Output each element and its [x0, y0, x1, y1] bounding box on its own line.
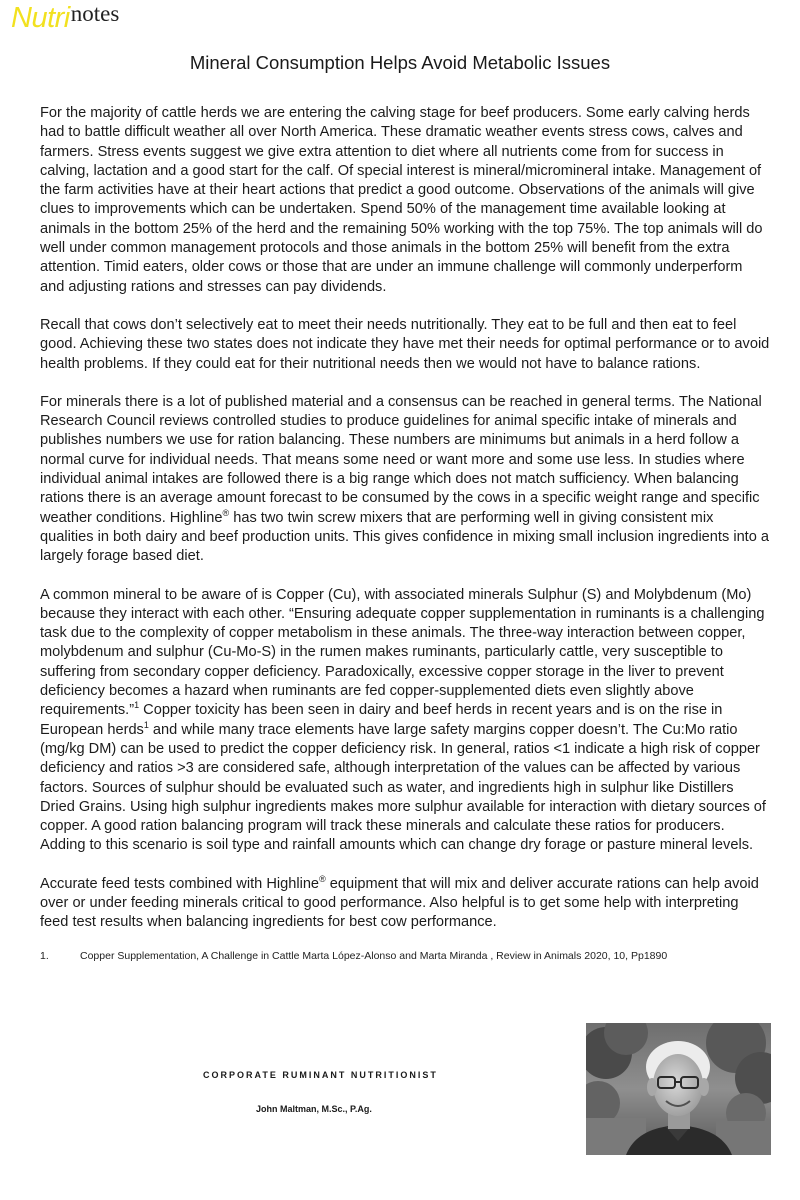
registered-mark: ® [319, 873, 326, 884]
footnote-ref: 1 [134, 700, 140, 711]
author-photo [586, 1023, 771, 1155]
footnote [40, 950, 667, 962]
logo-nutri-text: Nutri [11, 2, 70, 34]
logo-notes-text: notes [70, 1, 120, 26]
paragraph-4-part-a: A common mineral to be aware of is Copper (Cu), with associated minerals Sulphur (S) and Molybdenum (Mo) because they interact with each other. “Ensuring adequate copper supplementation in ruminants is a challenging task due to the complexity of copper metabolism in these animals. The three-way interaction between copper, molybdenum and sulphur (Cu-Mo-S) in the rumen makes ruminants, particularly cattle, very susceptible to suffering from secondary copper deficiency. Paradoxically, excessive copper storage in the liver to prevent deficiency becomes a hazard when ruminants are fed copper-supplemented diets even slightly above requirements.” [40, 586, 765, 719]
footnote-number: 1. [40, 950, 49, 962]
registered-mark: ® [222, 507, 230, 518]
paragraph-5 [40, 875, 770, 933]
author-name: John Maltman, M.Sc., P.Ag. [256, 1104, 372, 1114]
paragraph-3 [40, 393, 770, 567]
nutrinotes-logo [11, 1, 120, 34]
paragraph-4-part-b: Copper toxicity has been seen in dairy and beef herds in recent years and is on the rise in European herds [40, 702, 723, 738]
paragraph-4-part-c: and while many trace elements have large safety margins copper doesn’t. The Cu:Mo ratio (mg/kg DM) can be used to predict the copper deficiency risk. In general, ratios <1 indicate a high risk of copper deficiency and ratios >3 are considered safe, although interpretation of the values can be affected by various factors. Sources of sulphur should be evaluated such as water, and ingredients high in sulphur like Distillers Dried Grains. Using high sulphur ingredients makes more sulphur available for interaction with dietary sources of copper. A good ration balancing program will track these minerals and calculate these ratios for producers. Adding to this scenario is soil type and rainfall amounts which can change dry forage or pasture mineral levels. [40, 721, 766, 854]
footnote-text: Copper Supplementation, A Challenge in Cattle Marta López-Alonso and Marta Miranda , Review in Animals 2020, 10, Pp1890 [80, 950, 668, 962]
paragraph-3-part-b: has two twin screw mixers that are performing well in giving consistent mix qualities in both dairy and beef production units. This gives confidence in mixing small inclusion ingredients into a largely forage based diet. [40, 509, 770, 565]
paragraph-4 [40, 586, 770, 856]
footnote-ref: 1 [143, 719, 149, 730]
paragraph-2: Recall that cows don’t selectively eat to meet their needs nutritionally. They eat to be full and then eat to feel good. Achieving these two states does not indicate they have met their needs for optimal performance or to avoid health problems. If they could eat for their nutritional needs then we would not have to balance rations. [40, 316, 770, 372]
paragraph-5-part-b: equipment that will mix and deliver accurate rations can help avoid over or under feeding minerals critical to good performance. Also helpful is to get some help with interpreting feed test results when balancing ingredients for best cow performance. [40, 875, 759, 931]
article-title: Mineral Consumption Helps Avoid Metabolic Issues [189, 52, 611, 73]
paragraph-3-part-a: For minerals there is a lot of published material and a consensus can be reached in general terms. The National Research Council reviews controlled studies to produce guidelines for animal specific intake of minerals and publishes numbers we use for ration balancing. These numbers are minimums but animals in a herd follow a normal curve for individual needs. That means some need or want more and some use less. In studies where individual animal intakes are followed there is a big range which does not match sufficiency. When balancing rations there is an average amount forecast to be consumed by the cows in a specific weight range and specific weather conditions. Highline [40, 393, 762, 526]
article-body [40, 104, 770, 952]
paragraph-5-part-a: Accurate feed tests combined with Highline [40, 875, 320, 892]
paragraph-1: For the majority of cattle herds we are entering the calving stage for beef producers. Some early calving herds had to battle difficult weather all over North America. These dramatic weather events stress cows, calves and farmers. Stress events suggest we give extra attention to diet where all nutrients come from for success in calving, lactation and a good start for the calf. Of special interest is mineral/micromineral intake. Management of the farm activities have at their heart actions that predict a good outcome. Observations of the animals will give clues to improvements which can be undertaken. Spend 50% of the management time available looking at animals in the bottom 25% of the herd and the remaining 50% working with the top 75%. The top animals will do well under common management protocols and those animals in the bottom 25% will benefit from the extra attention. Timid eaters, older cows or those that are under an immune challenge will commonly underperform and adjusting rations and stresses can pay dividends. [40, 105, 763, 295]
author-role: CORPORATE RUMINANT NUTRITIONIST [203, 1070, 438, 1080]
